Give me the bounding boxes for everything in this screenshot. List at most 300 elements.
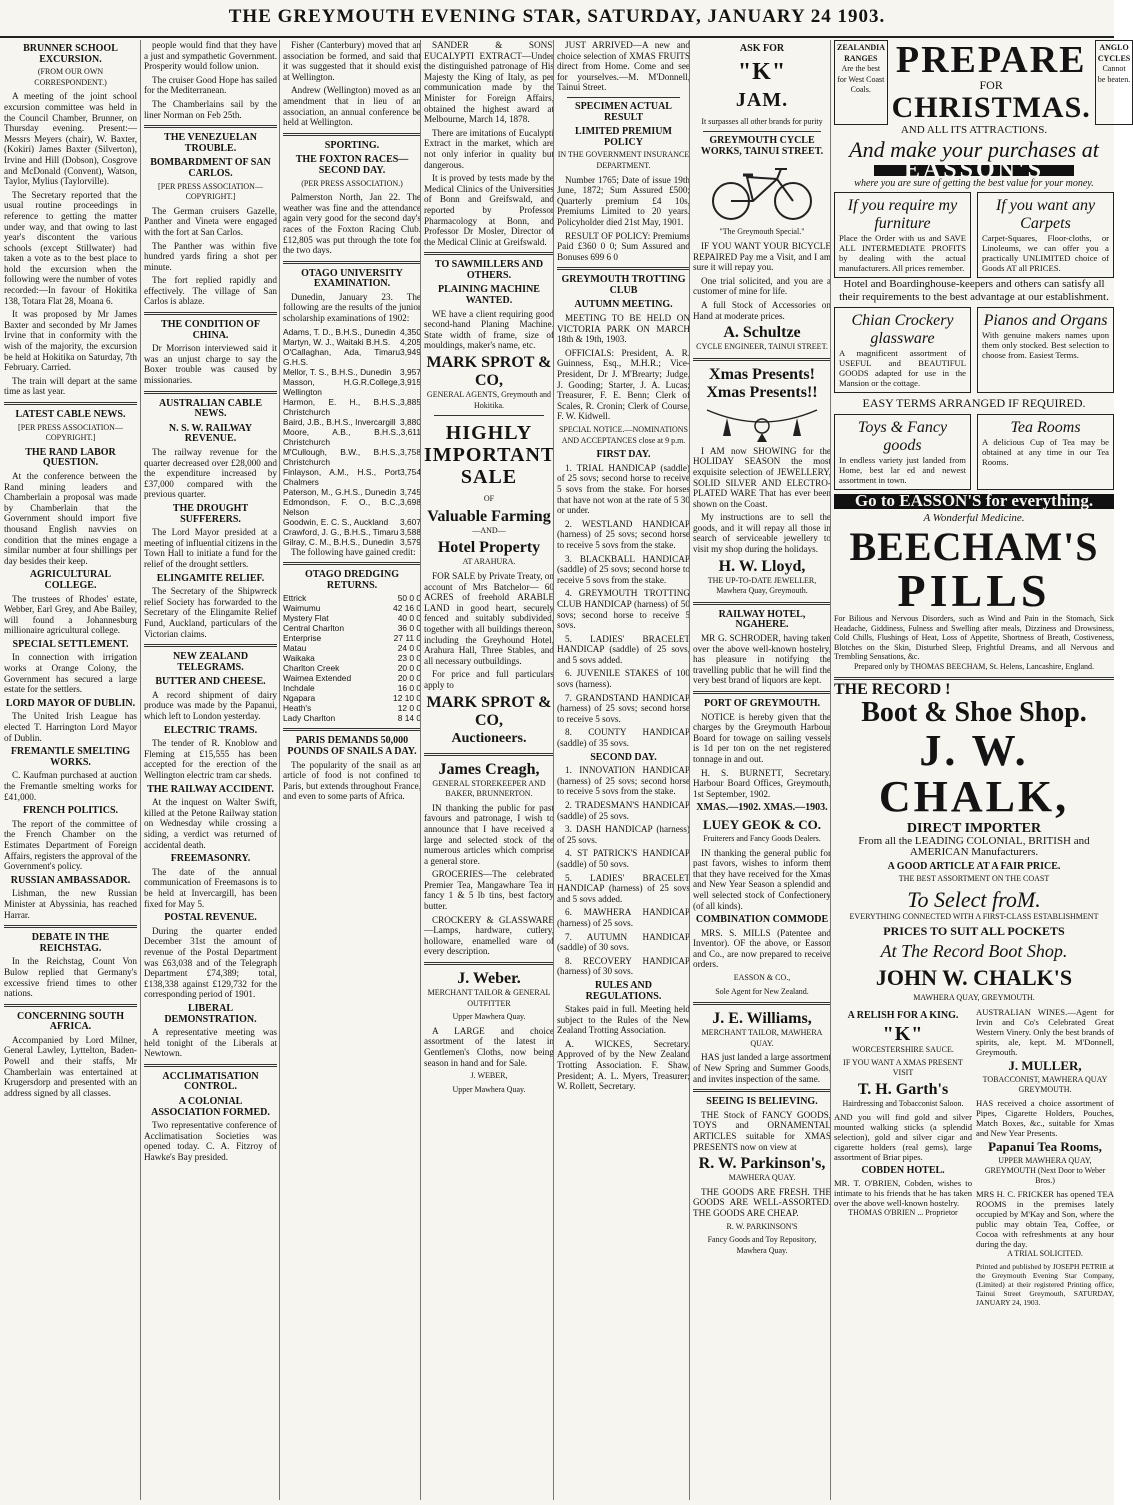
article-paragraph: The railway revenue for the quarter decreased over £28,000 and the expenditure increased by £37,000 compared with the previous quarter. bbox=[144, 447, 277, 500]
result-row bbox=[283, 427, 421, 447]
divider bbox=[567, 97, 680, 98]
advertiser-detail: UPPER MAWHERA QUAY, GREYMOUTH (Next Door to Weber Bros.) bbox=[984, 1155, 1106, 1185]
result-row bbox=[283, 377, 421, 397]
advert-paragraph: There are imitations of Eucalypti Extract in the market, which are not only inferior in quality but dangerous. bbox=[424, 127, 554, 170]
dredge-row bbox=[283, 623, 421, 633]
article-paragraph: In the Reichstag, Count Von Bulow replied that Germany's excessive friend times to other nations. bbox=[4, 956, 137, 999]
divider bbox=[283, 133, 421, 136]
headline: SPORTING. bbox=[324, 139, 380, 151]
advert-paragraph: WE have a client requiring good second-hand Planing Machine. State width of frame, size of mouldings, maker's name, etc. bbox=[424, 308, 554, 351]
row-value: 3,607 bbox=[400, 516, 421, 527]
advert-heading: ASK FOR bbox=[739, 43, 785, 54]
row-value: 24 0 0 bbox=[397, 643, 421, 654]
row-value: 3,754 bbox=[400, 466, 421, 477]
article-paragraph: Accompanied by Lord Milner, General Lawley, Lyttelton, Baden-Powell and their staffs, Mr Chamberlain was entertained at Krugersdorp and presented with an address signed by all classes. bbox=[4, 1034, 137, 1098]
sale-connector: OF bbox=[483, 494, 495, 504]
zealandia-advert bbox=[834, 40, 888, 125]
race-entry: 8. COUNTY HANDICAP (saddle) of 35 sovs. bbox=[557, 727, 690, 749]
divider bbox=[693, 602, 831, 605]
advertiser-detail: CYCLE ENGINEER, TAINUI STREET. bbox=[696, 342, 828, 352]
toys-tea-row bbox=[834, 414, 1114, 490]
crockery-pianos-row bbox=[834, 307, 1114, 393]
row-value: 36 0 0 bbox=[397, 623, 421, 634]
divider bbox=[693, 1089, 831, 1092]
advert-body: With genuine makers names upon them only stocked. Best selection to choose from. Easiest Terms. bbox=[982, 330, 1109, 361]
advert-signature: THOMAS O'BRIEN ... Proprietor bbox=[848, 1207, 958, 1217]
article-paragraph: The report of the committee of the French Chamber on the Estimates Department of Foreign Affairs, registers the approval of the Government's policy. bbox=[4, 818, 138, 872]
divider bbox=[144, 644, 277, 647]
results-list bbox=[283, 327, 421, 547]
article-paragraph: The popularity of the snail as an article of food is not confined to Paris, but extends throughout France, and even to some parts of Africa. bbox=[283, 759, 421, 802]
prices-line: PRICES TO SUIT ALL POCKETS bbox=[883, 924, 1065, 939]
easson-logo: EASSON'S bbox=[874, 165, 1074, 176]
race-entry: 4. ST PATRICK'S HANDICAP (saddle) of 50 sovs. bbox=[557, 848, 690, 869]
row-value: 12 10 0 bbox=[393, 693, 421, 704]
row-label: Martyn, W. J., Waitaki B.H.S. bbox=[283, 336, 391, 347]
advertiser-name: James Creagh, bbox=[438, 760, 540, 778]
column-2 bbox=[140, 40, 277, 1500]
advertiser-detail: Fruiterers and Fancy Goods Dealers. bbox=[703, 833, 821, 843]
advert-paragraph: IF YOU WANT YOUR BICYCLE REPAIRED Pay me a Visit, and I am sure it will repay you. bbox=[693, 240, 831, 273]
record-heading: THE RECORD ! bbox=[834, 681, 951, 699]
divider bbox=[4, 1004, 137, 1007]
masthead bbox=[0, 0, 1114, 38]
dredging-returns-list bbox=[283, 593, 421, 723]
row-value: 50 0 0 bbox=[397, 593, 421, 604]
advertiser-detail: Auctioneers. bbox=[451, 730, 527, 746]
christmas-headline bbox=[892, 40, 1091, 125]
result-row bbox=[283, 537, 421, 547]
jewellery-illustration bbox=[697, 404, 827, 444]
dredge-row bbox=[283, 713, 421, 723]
advertiser-name: MARK SPROT & CO, bbox=[426, 693, 552, 729]
row-value: 3,880 bbox=[400, 416, 421, 427]
advert-body: AUSTRALIAN WINES.—Agent for Irvin and Co's Celebrated Great Western Vinery. Only the best brands of spirits, ale, kept. M. M'Donnell, Greymouth. bbox=[976, 1006, 1114, 1057]
medicine-tagline: A Wonderful Medicine. bbox=[923, 511, 1025, 524]
advert-heading: A RELISH FOR A KING. bbox=[847, 1009, 959, 1021]
advert-heading: Tea Rooms bbox=[1010, 418, 1081, 436]
select-line: To Select froM. bbox=[907, 886, 1041, 912]
result-row bbox=[283, 447, 421, 467]
result-row bbox=[283, 527, 421, 537]
row-value: 3,588 bbox=[400, 526, 421, 537]
divider bbox=[834, 677, 1114, 680]
divider bbox=[703, 131, 821, 132]
article-paragraph: A meeting of the joint school excursion committee was held in the Council Chamber, Brunner, on Thursday evening. Present:—Messrs Meyers (chair), W. Baxter, (Kokiri) James Baxter (Silverton), Irvine and Hill (Dobson), Cosgrove and McDonald (Convent), Watson, Taylor, Mylius (Taylorville). bbox=[4, 91, 137, 187]
beecham-title: BEECHAM'S bbox=[849, 524, 1099, 570]
advertiser-detail: Fancy Goods and Toy Repository, Mawhera Quay. bbox=[707, 1235, 817, 1255]
anglo-cycles-advert bbox=[1095, 40, 1133, 125]
imprint: Printed and published by JOSEPH PETRIE at the Greymouth Evening Star Company, (Limited) at their registered Printing office, Tainui Street Greymouth, SATURDAY, JANUARY 24, 1903. bbox=[976, 1261, 1114, 1307]
advert-paragraph: GROCERIES—The celebrated Premier Tea, Mangawhare Tea in fancy 1 & 5 lb tins, best factory butter. bbox=[424, 869, 554, 912]
advert-paragraph: It is proved by tests made by the Medical Clinics of the Universities of Bonn and Greifswald, and reported by Professor Pharmacology at Bonn, and Professor Dr Mosler, Director of the Medical Clinic at Greifswald. bbox=[424, 173, 554, 247]
headline: TO SAWMILLERS AND OTHERS. bbox=[434, 259, 544, 281]
advert-paragraph: FOR SALE by Private Treaty, on account of Mrs Batchelor— 60 ACRES of freehold ARABLE LAND in good heart, securely fenced and suitably subdivided, together with all buildings thereon, including the Greyhound Hotel, Arahura Hall, Three Stables, and all necessary outbuildings. bbox=[424, 571, 554, 666]
row-label: Matau bbox=[283, 643, 307, 654]
advert-paragraph: SANDER & SONS' EUCALYPTI EXTRACT—Under the distinguished patronage of His Majesty the King of Italy, as per communication made by the Minister for Foreign Affairs, obtained the highest award at Melbourne, March 14, 1878. bbox=[424, 40, 554, 125]
advertiser-detail: GENERAL STOREKEEPER AND BAKER, BRUNNERTON. bbox=[432, 778, 546, 799]
row-value: 20 0 0 bbox=[397, 663, 421, 674]
article-paragraph: The German cruisers Gazelle, Panther and Vineta were engaged with the fort at San Carlos. bbox=[144, 205, 277, 237]
row-value: 3,957 bbox=[400, 366, 421, 377]
subheadline: ELINGAMITE RELIEF. bbox=[156, 572, 265, 584]
illustration-caption: "The Greymouth Special." bbox=[719, 227, 805, 237]
article-paragraph: Dr Morrison interviewed said it was an unjust charge to say the Boxer trouble was caused by missionaries. bbox=[144, 343, 277, 386]
advert-paragraph: A. WICKES, Secretary. Approved of by the New Zealand Trotting Association. F. Shaw, President; A. L. Myers, Treasurer; W. Rollett, Secretary. bbox=[557, 1038, 690, 1092]
advert-product: JAM. bbox=[735, 88, 789, 111]
subheadline: SPECIAL SETTLEMENT. bbox=[12, 638, 129, 650]
row-label: Waimea Extended bbox=[283, 673, 352, 684]
column-5 bbox=[553, 40, 690, 1500]
row-label: Inchdale bbox=[283, 683, 315, 694]
divider bbox=[557, 267, 690, 270]
shop-address: MAWHERA QUAY, GREYMOUTH. bbox=[913, 993, 1035, 1002]
row-value: 3,885 bbox=[400, 396, 421, 407]
sale-headline: HIGHLY IMPORTANT SALE bbox=[424, 422, 556, 489]
headline: GREYMOUTH TROTTING CLUB bbox=[561, 274, 686, 296]
article-paragraph: The Secretary reported that the usual routine proceedings in reference to getting the matter under way, and that owing to last year's discontent the various schools (except Stillwater) had taken a vote as to the best place to hold the excursion when the following were the number of votes recorded:—In favour of Hokitika 138, Totara Flat 28, Moana 6. bbox=[4, 189, 137, 306]
dredge-row bbox=[283, 593, 421, 603]
row-value: 4,350 bbox=[400, 326, 421, 337]
subheadline: FREMANTLE SMELTING WORKS. bbox=[10, 746, 131, 768]
easson-slogan: Go to EASSON'S for everything. bbox=[834, 494, 1114, 509]
article-paragraph: The cruiser Good Hope has sailed for the Mediterranean. bbox=[144, 74, 277, 96]
row-label: Crawford, J. G., B.H.S., Timaru bbox=[283, 526, 399, 537]
advert-paragraph: MRS. S. MILLS (Patentee and Inventor). OF the above, or Easson and Co., are now prepared to receive orders. bbox=[693, 927, 831, 970]
advert-paragraph: MEETING TO BE HELD ON VICTORIA PARK ON MARCH 18th & 19th, 1903. bbox=[557, 313, 690, 345]
subheadline: THE DROUGHT SUFFERERS. bbox=[172, 502, 249, 525]
advertiser-detail: TOBACCONIST, MAWHERA QUAY GREYMOUTH. bbox=[982, 1074, 1108, 1094]
row-value: 3,949 bbox=[400, 346, 421, 357]
advert-body: HAS received a choice assortment of Pipes, Cigarette Holders, Pouches, Match Boxes, &c., suitable for Xmas and New Year Presents. bbox=[976, 1097, 1114, 1138]
advert-paragraph: I AM now SHOWING for the HOLIDAY SEASON the most exquisite selection of JEWELLERY, SOLID SILVER AND ELECTRO-PLATED WARE That has ever been shown on the Coast. bbox=[693, 445, 831, 509]
pianos-advert bbox=[977, 307, 1114, 393]
subheadline: IN THE GOVERNMENT INSURANCE DEPARTMENT. bbox=[557, 150, 690, 170]
bicycle-illustration bbox=[707, 161, 817, 223]
advertiser-name: J. E. Williams, bbox=[712, 1010, 812, 1028]
assortment-line: THE BEST ASSORTMENT ON THE COAST bbox=[898, 874, 1050, 884]
article-paragraph: At the inquest on Walter Swift, killed at the Petone Railway station on Wednesday while crossing a siding, a verdict was returned of accidental death. bbox=[144, 797, 277, 850]
advert-paragraph: For price and full particulars apply to bbox=[424, 669, 554, 690]
advert-paragraph: HAS just landed a large assortment of New Spring and Summer Goods, and invites inspection of the same. bbox=[693, 1052, 831, 1084]
race-entry: 8. RECOVERY HANDICAP (harness) of 30 sovs. bbox=[557, 955, 690, 977]
hotel-line: Hotel and Boardinghouse-keepers and others can satisfy all their requirements to the best advantage at our establishment. bbox=[839, 278, 1109, 304]
article-paragraph: The tender of R. Knoblow and Fleming at £15,555 has been accepted for the erection of the Wellington electric tram car sheds. bbox=[144, 738, 277, 781]
race-entry: 6. JUVENILE STAKES of 100 sovs (harness). bbox=[557, 668, 690, 690]
subheadline: THE FOXTON RACES—SECOND DAY. bbox=[295, 154, 409, 176]
article-paragraph: At the conference between the Rand mining leaders and Chamberlain a proposal was made by Chamberlain that the Government should import five thousand English navvies on condition that the mines engage a similar number at four shillings per day besides their keep. bbox=[4, 470, 137, 566]
dredge-row bbox=[283, 653, 421, 663]
fair-price-line: A GOOD ARTICLE AT A FAIR PRICE. bbox=[887, 860, 1061, 872]
advert-heading: Pianos and Organs bbox=[983, 312, 1108, 330]
result-row bbox=[283, 327, 421, 337]
advert-signature: A TRIAL SOLICITED. bbox=[1007, 1248, 1083, 1258]
carpets-advert bbox=[977, 192, 1114, 278]
headline: NEW ZEALAND TELEGRAMS. bbox=[172, 651, 249, 673]
article-paragraph: The Panther was within five hundred yards firing a shot per minute. bbox=[144, 240, 277, 272]
subheadline: POSTAL REVENUE. bbox=[164, 912, 257, 924]
advertiser-name: LUEY GEOK & CO. bbox=[703, 816, 821, 832]
row-label: Finlayson, A.M., H.S., Port Chalmers bbox=[283, 466, 401, 487]
race-entry: 6. MAWHERA HANDICAP (harness) of 25 sovs. bbox=[557, 907, 690, 928]
article-paragraph: The United Irish League has elected T. Harrington Lord Mayor of Dublin. bbox=[4, 711, 137, 743]
article-paragraph: Dunedin, January 23. The following are the results of the junior scholarship examinations of 1902: bbox=[283, 291, 421, 324]
advert-paragraph: A full Stock of Accessories on Hand at moderate prices. bbox=[693, 299, 831, 321]
advert-tagline: It surpasses all other brands for purity bbox=[701, 116, 823, 126]
article-paragraph: The Chamberlains sail by the liner Norman on Feb 25th. bbox=[144, 98, 277, 120]
result-row bbox=[283, 337, 421, 347]
bottom-advert-left bbox=[834, 1007, 972, 1307]
headline: DEBATE IN THE REICHSTAG. bbox=[31, 932, 110, 954]
advert-paragraph: JUST ARRIVED—A new and choice selection of XMAS FRUITS direct from Home. Come and see for yourselves.—M. M'Donnell, Tainui Street. bbox=[557, 40, 690, 93]
advertiser-name: MARK SPROT & CO, bbox=[426, 354, 552, 390]
headline: ACCLIMATISATION CONTROL. bbox=[162, 1070, 259, 1093]
advert-tagline: Cannot be beaten. bbox=[1097, 64, 1131, 84]
prepare-word: PREPARE bbox=[895, 39, 1087, 81]
dredge-row bbox=[283, 683, 421, 693]
article-paragraph: Two representative conference of Acclimatisation Societies was opened today. C. A. Fitzroy of Hawke's Bay presided. bbox=[144, 1120, 277, 1163]
advert-heading: If you require my furniture bbox=[847, 197, 958, 233]
advertiser-name: J. MULLER, bbox=[1008, 1057, 1082, 1073]
advert-paragraph: H. S. BURNETT, Secretary. Harbour Board Offices, Greymouth, 1st September, 1902. bbox=[693, 767, 831, 799]
purchase-line: And make your purchases at bbox=[849, 137, 1099, 163]
advert-heading: IF YOU WANT A XMAS PRESENT VISIT bbox=[843, 1057, 963, 1077]
subheadline: THE RAILWAY ACCIDENT. bbox=[147, 783, 274, 795]
for-word: FOR bbox=[979, 78, 1003, 92]
article-paragraph: During the quarter ended December 31st the amount of revenue of the Postal Department was £63,038 and of the Telegraph Department £74,389; total, £138,338 against £129,732 for the corresponding period of 1901. bbox=[144, 925, 277, 1000]
advert-heading: ANGLO CYCLES bbox=[1097, 43, 1131, 63]
race-entry: 3. BLACKBALL HANDICAP (saddle) of 25 sovs; second horse to receive 5 sovs from the stake. bbox=[557, 553, 690, 585]
row-value: 8 14 0 bbox=[397, 713, 421, 724]
advert-paragraph: THE Stock of FANCY GOODS, TOYS and ORNAMENTAL ARTICLES suitable for XMAS PRESENTS now on view at bbox=[693, 1109, 831, 1152]
sale-item: Valuable Farming bbox=[427, 507, 551, 525]
result-row bbox=[283, 517, 421, 527]
advert-heading: Chian Crockery glassware bbox=[851, 312, 954, 348]
john-chalk-name: JOHN W. CHALK'S bbox=[875, 965, 1073, 990]
headline: CONCERNING SOUTH AFRICA. bbox=[17, 1010, 124, 1033]
bottom-adverts bbox=[834, 1007, 1114, 1307]
advert-paragraph: One trial solicited, and you are a customer of mine for life. bbox=[693, 275, 831, 297]
headline: THE VENEZUELAN TROUBLE. bbox=[164, 132, 257, 154]
subheadline: RULES AND REGULATIONS. bbox=[585, 979, 662, 1002]
advert-paragraph: IN thanking the general public for past favors, wishes to inform them that they have received for the Xmas and New Year Season a splendid and well selected stock of Confectionery (of all kinds). bbox=[693, 847, 831, 911]
result-row bbox=[283, 397, 421, 417]
dredge-row bbox=[283, 673, 421, 683]
result-row bbox=[283, 467, 421, 487]
row-label: Enterprise bbox=[283, 633, 322, 644]
subheadline: BOMBARDMENT OF SAN CARLOS. bbox=[150, 157, 271, 179]
divider bbox=[424, 753, 554, 756]
row-label: Edmondson, F. O., B.C., Nelson bbox=[283, 496, 401, 517]
record-boot-shop-line: At The Record Boot Shop. bbox=[880, 941, 1068, 961]
notice: SPECIAL NOTICE.—NOMINATIONS AND ACCEPTANCES close at 9 p.m. bbox=[558, 425, 689, 445]
furniture-carpets-row bbox=[834, 192, 1114, 278]
subheadline: LIBERAL DEMONSTRATION. bbox=[164, 1002, 257, 1025]
advert-paragraph: OFFICIALS: President, A. R. Guinness, Esq., M.H.R.; Vice-President, Dr J. M'Brearty; Judge, J. Gooding; Starter, J. A. Lucas; Treasurer, F. E. Benn; Clerk of Scales, R. Cronin; Clerk of Course, F. W. Kidwell. bbox=[557, 347, 690, 422]
divider bbox=[4, 925, 137, 928]
column-6 bbox=[689, 40, 831, 1500]
article-paragraph: The date of the annual communication of Freemasons is to be held at Invercargill, has been fixed for May 5. bbox=[144, 866, 277, 909]
byline: [PER PRESS ASSOCIATION—COPYRIGHT.] bbox=[158, 181, 263, 202]
subheadline: LORD MAYOR OF DUBLIN. bbox=[5, 697, 136, 709]
manufacturers-line: From all the LEADING COLONIAL, BRITISH and AMERICAN Manufacturers. bbox=[858, 835, 1090, 859]
row-value: 20 0 0 bbox=[397, 673, 421, 684]
article-paragraph: Fisher (Canterbury) moved that an association be formed, and said that it was suggested that it should exist at Wellington. bbox=[283, 40, 421, 82]
byline: (FROM OUR OWN CORRESPONDENT.) bbox=[34, 67, 107, 87]
advert-body: Place the Order with us and SAVE ALL INTERMEDIATE PROFITS by dealing with the actual manufacturers. All prices remember. bbox=[839, 233, 966, 274]
advert-heading: COMBINATION COMMODE bbox=[695, 914, 829, 926]
article-paragraph: C. Kaufman purchased at auction the Fremantle smelting works for £41,000. bbox=[4, 770, 137, 802]
advert-heading: If you want any Carpets bbox=[995, 197, 1096, 233]
advert-heading: ZEALANDIA RANGES bbox=[837, 43, 886, 63]
row-label: Charlton Creek bbox=[283, 663, 340, 674]
row-value: 3,915 bbox=[400, 376, 421, 387]
subheadline: AGRICULTURAL COLLEGE. bbox=[29, 569, 112, 591]
dredge-row bbox=[283, 613, 421, 623]
race-entry: 2. WESTLAND HANDICAP (harness) of 25 sovs; second horse to receive 5 sovs from the stake. bbox=[557, 518, 690, 550]
subheadline: AUTUMN MEETING. bbox=[574, 299, 673, 311]
row-label: M'Cullough, B.W., B.H.S., Christchurch bbox=[283, 446, 401, 467]
byline: [PER PRESS ASSOCIATION—COPYRIGHT.] bbox=[18, 422, 123, 443]
race-entry: 7. AUTUMN HANDICAP (saddle) of 30 sovs. bbox=[557, 931, 690, 953]
sale-connector: —AND— bbox=[472, 525, 506, 535]
divider bbox=[4, 402, 137, 405]
subheadline: FRENCH POLITICS. bbox=[22, 805, 118, 817]
result-row bbox=[283, 497, 421, 517]
headline: LATEST CABLE NEWS. bbox=[15, 409, 126, 420]
advertiser-name: T. H. Garth's bbox=[857, 1080, 949, 1098]
subheadline: RUSSIAN AMBASSADOR. bbox=[10, 874, 131, 886]
dredge-row bbox=[283, 643, 421, 653]
advert-product: WORCESTERSHIRE SAUCE. bbox=[852, 1044, 954, 1054]
advert-body: In endless variety just landed from Home, best lar ed and newest assortment in town. bbox=[839, 454, 966, 485]
column-1 bbox=[4, 40, 137, 1500]
row-label: Heath's bbox=[283, 703, 312, 714]
divider bbox=[283, 728, 421, 731]
race-entry: 2. TRADESMAN'S HANDICAP (saddle) of 25 sovs. bbox=[557, 800, 690, 821]
advertiser-name: J. Weber. bbox=[457, 970, 521, 988]
advertiser-detail: Hairdressing and Tobacconist Saloon. bbox=[842, 1098, 964, 1108]
divider bbox=[144, 391, 277, 394]
furniture-advert bbox=[834, 192, 971, 278]
advert-body: MR. T. O'BRIEN, Cobden, wishes to intimate to his friends that he has taken over the above well-known hostelry. bbox=[834, 1177, 972, 1208]
subheadline: FREEMASONRY. bbox=[170, 853, 251, 865]
divider bbox=[693, 691, 831, 694]
divider bbox=[693, 358, 831, 361]
advert-heading: Toys & Fancy goods bbox=[857, 418, 948, 454]
advertiser-address: Upper Mawhera Quay. bbox=[452, 1012, 526, 1022]
advert-body: AND you will find gold and silver mounted walking sticks (a splendid selection), gold and silver cigar and cigarette holders (real gems), large assortment of Briar pipes. bbox=[834, 1111, 972, 1162]
headline: THE CONDITION OF CHINA. bbox=[161, 319, 260, 341]
beecham-body: For Bilious and Nervous Disorders, such as Wind and Pain in the Stomach, Sick Headache, Giddiness, Fulness and Swelling after meals, Dizziness and Drowsiness, Cold Chills, Flushings of Heat, Loss of Appetite, Shortness of Breath, Costiveness, Blotches on the Skin, Disturbed Sleep, Frightful Dreams, and all Nervous and Trembling Sensations, &c. bbox=[834, 614, 1114, 662]
tea-rooms-advert bbox=[977, 414, 1114, 490]
byline: (PER PRESS ASSOCIATION.) bbox=[301, 178, 403, 188]
column-4 bbox=[420, 40, 554, 1500]
advert-heading: Xmas Presents! bbox=[709, 365, 815, 383]
row-label: Central Charlton bbox=[283, 623, 344, 634]
advertiser-signature: J. WEBER, bbox=[470, 1071, 508, 1081]
advertiser-detail: MERCHANT TAILOR & GENERAL OUTFITTER bbox=[427, 988, 551, 1008]
article-paragraph: The trustees of Rhodes' estate, Webber, Earl Grey, and Abe Bailey, will found a Johannesburg millionaire agricultural college. bbox=[4, 593, 137, 636]
advert-paragraph: IN thanking the public for past favours and patronage, I wish to announce that I have received a large and selected stock of the numerous articles which comprise a general store. bbox=[424, 802, 554, 866]
row-value: 27 11 0 bbox=[393, 633, 421, 644]
row-label: Waikaka bbox=[283, 653, 315, 664]
chalk-name: J. W. CHALK, bbox=[878, 725, 1070, 821]
advert-paragraph: MR G. SCHRODER, having taken over the above well-known hostelry, has pleasure in notifying the travelling public that he will find the very best brand of liquors are kept. bbox=[693, 633, 831, 686]
row-label: Baird, J.B., B.H.S., Invercargill bbox=[283, 416, 396, 427]
article-paragraph: It was proposed by Mr James Baxter and seconded by Mr James Irvine that in conformity with the wish of the majority, the excursion be held at Hokitika on Saturday, 7th February. Carried. bbox=[4, 309, 137, 373]
row-value: 3,611 bbox=[400, 426, 421, 437]
row-label: Paterson, M., G.H.S., Dunedin bbox=[283, 486, 397, 497]
headline: BRUNNER SCHOOL EXCURSION. bbox=[23, 43, 118, 65]
subheadline: FIRST DAY. bbox=[596, 449, 651, 461]
subheadline: THE RAND LABOR QUESTION. bbox=[25, 446, 116, 469]
article-paragraph: Lishman, the new Russian Minister at Abyssinia, has reached Harrar. bbox=[4, 888, 137, 920]
advert-body: A magnificent assortment of USEFUL and BEAUTIFUL GOODS adapted for use in the Mansion or the cottage. bbox=[839, 348, 966, 389]
advert-heading: SEEING IS BELIEVING. bbox=[706, 1096, 818, 1108]
advertiser-detail: THE UP-TO-DATE JEWELLER, Mawhera Quay, Greymouth. bbox=[707, 575, 817, 596]
article-paragraph: Andrew (Wellington) moved as an amendment that in lieu of an association, an annual conference be held at Wellington. bbox=[283, 85, 421, 128]
divider bbox=[144, 1064, 277, 1067]
crockery-advert bbox=[834, 307, 971, 393]
row-value: 16 0 0 bbox=[397, 683, 421, 694]
advert-paragraph: Number 1765; Date of issue 19th June, 1872; Sum Assured £500; Quarterly premium £4 10s, Premiums Limited to 20 years. Policyholder died 21st May, 1901. bbox=[557, 174, 690, 227]
subheadline: A COLONIAL ASSOCIATION FORMED. bbox=[151, 1096, 270, 1118]
advertiser-name: R. W. PARKINSON'S bbox=[726, 1221, 798, 1231]
dredge-row bbox=[283, 633, 421, 643]
result-row bbox=[283, 487, 421, 497]
advert-paragraph: THE GOODS ARE FRESH. THE GOODS ARE WELL-ASSORTED. THE GOODS ARE CHEAP. bbox=[693, 1186, 831, 1218]
divider bbox=[693, 1002, 831, 1005]
subheadline: PLAINING MACHINE WANTED. bbox=[438, 284, 540, 307]
divider bbox=[434, 415, 544, 416]
establishment-line: EVERYTHING CONNECTED WITH A FIRST-CLASS ESTABLISHMENT bbox=[849, 911, 1099, 921]
row-value: 3,758 bbox=[400, 446, 421, 457]
result-row bbox=[283, 347, 421, 367]
row-label: Waimumu bbox=[283, 603, 321, 614]
race-entry: 3. DASH HANDICAP (harness) of 25 sovs. bbox=[557, 824, 690, 845]
result-row bbox=[283, 417, 421, 427]
headline: AUSTRALIAN CABLE NEWS. bbox=[158, 397, 263, 420]
advertiser-name: R. W. Parkinson's, bbox=[698, 1155, 826, 1173]
advert-brand: "K" bbox=[882, 1022, 924, 1045]
row-label: Adams, T. D., B.H.S., Dunedin bbox=[283, 326, 396, 337]
row-label: Harmon, E. H., B.H.S., Christchurch bbox=[283, 396, 401, 417]
advert-paragraph: NOTICE is hereby given that the charges by the Greymouth Harbour Board for towage on sailing vessels is 1d per ton on the net registered tonnage in and out. bbox=[693, 711, 831, 764]
boot-shop-title: Boot & Shoe Shop. bbox=[861, 696, 1087, 728]
advert-heading: XMAS.—1902. XMAS.—1903. bbox=[696, 802, 828, 814]
advert-brand: "K" bbox=[737, 58, 787, 85]
advert-paragraph: My instructions are to sell the goods, and it will repay all those in search of serviceable jewellery to visit my shop during the holidays. bbox=[693, 512, 831, 555]
row-label: Mystery Flat bbox=[283, 613, 329, 624]
result-row bbox=[283, 367, 421, 377]
race-entry: 1. TRIAL HANDICAP (saddle) of 25 sovs; second horse to receive 5 sovs from the stake. For horses that have not won at the rate of 5 30 or under. bbox=[557, 462, 690, 516]
advert-heading: RAILWAY HOTEL, NGAHERE. bbox=[718, 608, 806, 631]
advert-body: Carpet-Squares, Floor-cloths, or Linoleums, we can offer you a practically UNLIMITED choice of Goods AT all PRICES. bbox=[982, 233, 1109, 274]
subheadline: ELECTRIC TRAMS. bbox=[163, 724, 258, 736]
row-value: 12 0 0 bbox=[397, 703, 421, 714]
article-paragraph: The following have gained credit: bbox=[291, 546, 416, 557]
article-paragraph: The fort replied rapidly and effectively. The village of San Carlos is ablaze. bbox=[144, 275, 277, 307]
row-label: Masson, H.G.R.College, Wellington bbox=[283, 376, 401, 397]
article-paragraph: A representative meeting was held tonight of the Liberals at Newtown. bbox=[144, 1027, 277, 1059]
divider bbox=[424, 962, 554, 965]
article-paragraph: Palmerston North, Jan 22. The weather was fine and the attendance again very good for the second day's races of the Foxton Racing Club. £12,805 was put through the tote for the two days. bbox=[283, 192, 421, 256]
row-label: O'Callaghan, Ada, Timaru G.H.S. bbox=[283, 346, 401, 367]
divider bbox=[283, 261, 421, 264]
row-label: Gilray, C. M., B.H.S., Dunedin bbox=[283, 536, 394, 547]
article-paragraph: A record shipment of dairy produce was made by the Papanui, which left to London yesterday. bbox=[144, 689, 277, 722]
